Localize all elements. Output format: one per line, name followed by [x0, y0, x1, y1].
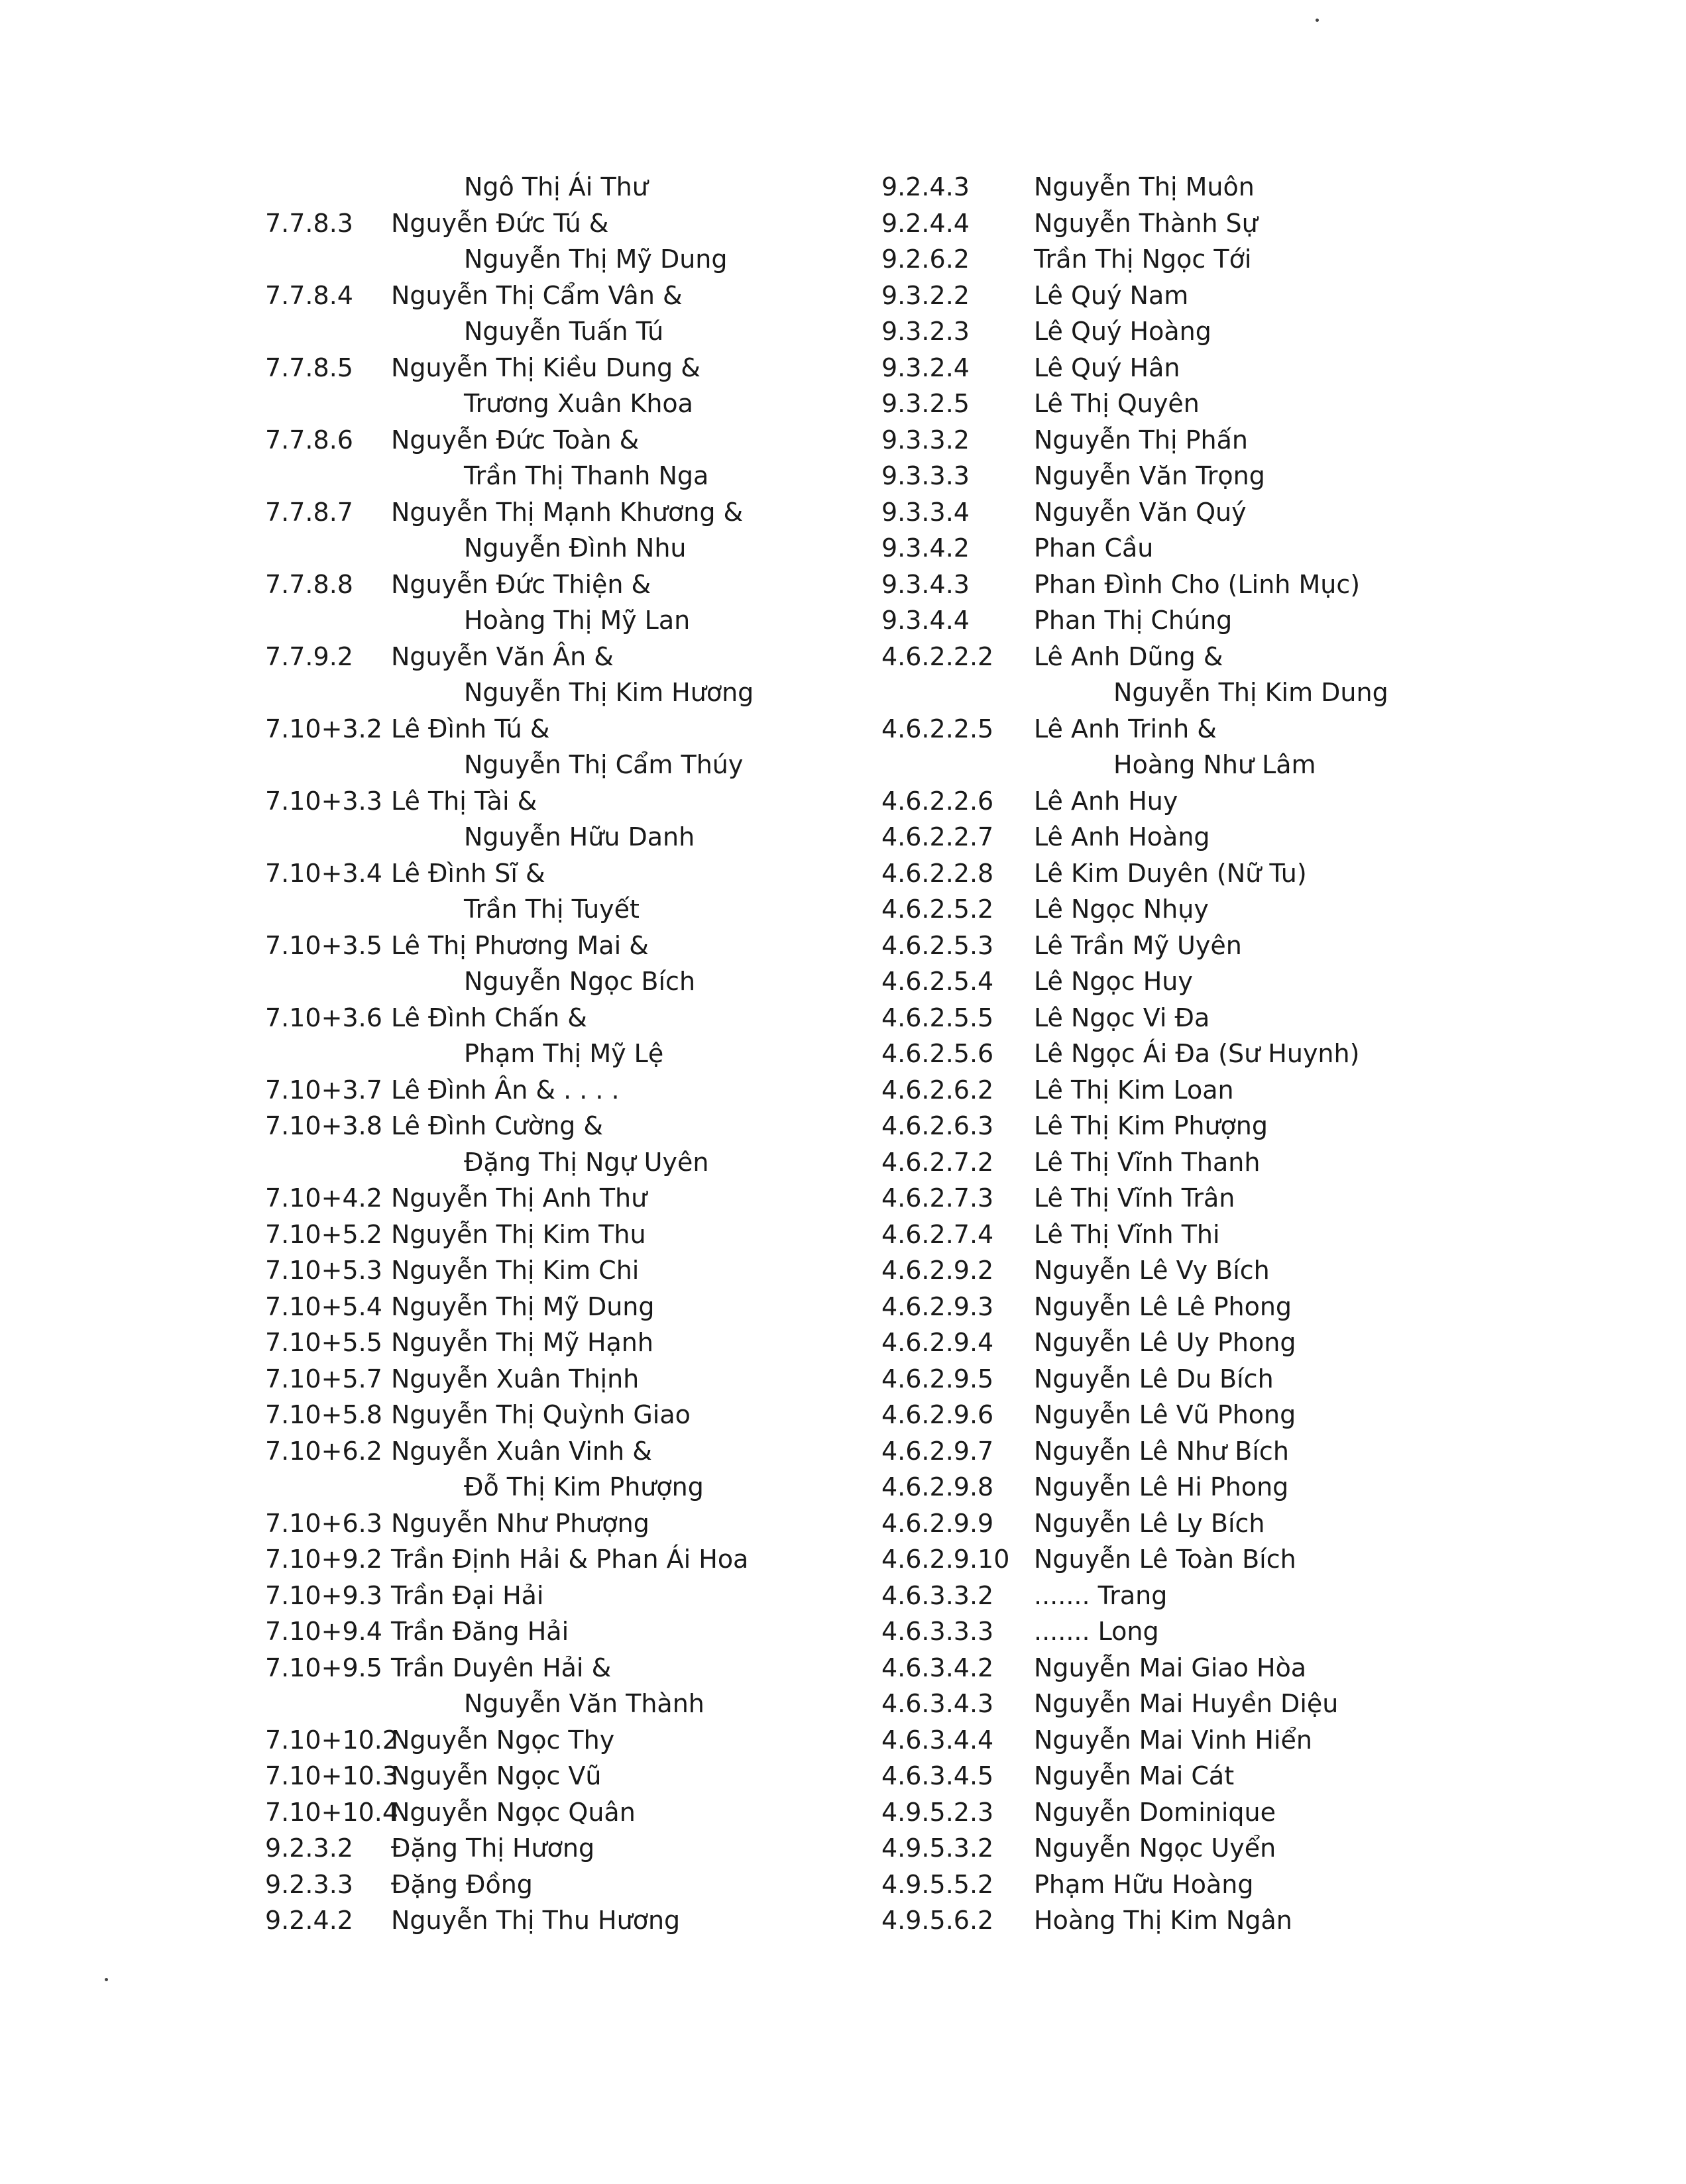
- genealogy-entry: [881, 1072, 1451, 1109]
- genealogy-entry: [265, 1433, 862, 1470]
- person-name: Lê Ngọc Vi Đa: [1034, 1003, 1210, 1032]
- person-name: Đỗ Thị Kim Phượng: [464, 1472, 704, 1502]
- genealogy-entry: [881, 1830, 1451, 1867]
- genealogy-entry: [881, 783, 1451, 820]
- person-name: Trần Thị Tuyết: [464, 895, 640, 924]
- entry-number: 7.10+3.6: [265, 1003, 382, 1032]
- person-name: Trương Xuân Khoa: [464, 389, 693, 418]
- entry-number: 7.7.8.5: [265, 353, 353, 382]
- genealogy-entry: [265, 1758, 862, 1794]
- person-name: Nguyễn Thị Mỹ Dung: [391, 1291, 655, 1321]
- entry-number: 7.10+9.4: [265, 1617, 382, 1646]
- spouse-line: [881, 747, 1451, 783]
- genealogy-entry: [881, 422, 1451, 459]
- genealogy-entry: [881, 1325, 1451, 1361]
- entry-number: 7.7.8.4: [265, 280, 353, 310]
- genealogy-entry: [265, 1000, 862, 1036]
- genealogy-entry: [881, 1108, 1451, 1144]
- person-name: Nguyễn Lê Vy Bích: [1034, 1256, 1270, 1285]
- person-name: Nguyễn Thị Quỳnh Giao: [391, 1400, 691, 1429]
- entry-number: 4.6.2.9.6: [881, 1400, 994, 1429]
- spouse-line: [265, 1469, 862, 1505]
- genealogy-entry: [265, 1541, 862, 1578]
- entry-number: 7.7.8.3: [265, 208, 353, 238]
- person-name: Lê Đình Chấn &: [391, 1003, 587, 1032]
- genealogy-entry: [881, 567, 1451, 603]
- entry-number: 7.10+3.3: [265, 786, 382, 816]
- genealogy-entry: [881, 1541, 1451, 1578]
- genealogy-entry: [881, 1217, 1451, 1253]
- entry-number: 4.6.2.2.2: [881, 641, 994, 671]
- entry-number: 4.6.2.5.4: [881, 967, 994, 996]
- person-name: Nguyễn Lê Như Bích: [1034, 1436, 1289, 1466]
- entry-number: 9.3.2.5: [881, 389, 970, 418]
- person-name: Nguyễn Dominique: [1034, 1797, 1276, 1827]
- person-name: Phan Thị Chúng: [1034, 606, 1233, 635]
- genealogy-entry: [881, 386, 1451, 422]
- person-name: Nguyễn Văn Thành: [464, 1689, 704, 1718]
- person-name: Nguyễn Xuân Thịnh: [391, 1364, 640, 1393]
- person-name: Trần Duyên Hải &: [391, 1653, 612, 1682]
- person-name: Lê Ngọc Ái Đa (Sư Huynh): [1034, 1039, 1360, 1068]
- person-name: Lê Thị Tài &: [391, 786, 537, 816]
- spouse-line: [265, 1686, 862, 1722]
- entry-number: 4.6.3.4.4: [881, 1725, 994, 1755]
- genealogy-entry: [265, 1289, 862, 1325]
- genealogy-entry: [265, 278, 862, 314]
- person-name: Lê Anh Trinh &: [1034, 714, 1217, 743]
- person-name: Lê Quý Hoàng: [1034, 317, 1211, 346]
- genealogy-entry: [881, 1650, 1451, 1686]
- left-column: [265, 169, 862, 1939]
- person-name: Lê Anh Huy: [1034, 786, 1178, 816]
- entry-number: 4.6.2.7.4: [881, 1219, 994, 1249]
- entry-number: 7.10+5.3: [265, 1256, 382, 1285]
- genealogy-entry: [881, 1902, 1451, 1939]
- genealogy-entry: [881, 1289, 1451, 1325]
- person-name: Nguyễn Thị Kiều Dung &: [391, 353, 701, 382]
- person-name: Hoàng Thị Kim Ngân: [1034, 1906, 1292, 1935]
- entry-number: 4.6.2.7.2: [881, 1147, 994, 1177]
- person-name: Lê Thị Phương Mai &: [391, 930, 649, 960]
- entry-number: 7.10+9.2: [265, 1545, 382, 1574]
- genealogy-entry: [265, 639, 862, 675]
- person-name: Nguyễn Đức Thiện &: [391, 569, 651, 599]
- person-name: Lê Kim Duyên (Nữ Tu): [1034, 858, 1307, 888]
- genealogy-entry: [881, 205, 1451, 242]
- person-name: Nguyễn Mai Giao Hòa: [1034, 1653, 1307, 1682]
- person-name: Nguyễn Mai Huyền Diệu: [1034, 1689, 1339, 1718]
- person-name: Nguyễn Thị Thu Hương: [391, 1906, 681, 1935]
- entry-number: 4.6.2.5.3: [881, 930, 994, 960]
- person-name: Nguyễn Thị Kim Dung: [1113, 678, 1388, 707]
- entry-number: 7.7.8.8: [265, 569, 353, 599]
- genealogy-entry: [265, 1505, 862, 1542]
- genealogy-entry: [881, 278, 1451, 314]
- genealogy-entry: [881, 1469, 1451, 1505]
- person-name: Đặng Thị Hương: [391, 1833, 595, 1863]
- entry-number: 7.10+3.5: [265, 930, 382, 960]
- genealogy-entry: [881, 891, 1451, 928]
- person-name: Trần Đăng Hải: [391, 1617, 569, 1646]
- entry-number: 7.10+3.4: [265, 858, 382, 888]
- genealogy-entry: [881, 1144, 1451, 1181]
- person-name: Nguyễn Thị Muôn: [1034, 172, 1255, 201]
- spouse-line: [265, 747, 862, 783]
- spouse-line: [265, 675, 862, 711]
- person-name: Nguyễn Đình Nhu: [464, 533, 687, 563]
- genealogy-entry: [881, 1000, 1451, 1036]
- genealogy-entry: [265, 711, 862, 747]
- person-name: Nguyễn Thành Sự: [1034, 208, 1258, 238]
- entry-number: 9.2.4.3: [881, 172, 970, 201]
- person-name: Lê Đình Cường &: [391, 1111, 603, 1140]
- person-name: Nguyễn Xuân Vinh &: [391, 1436, 652, 1466]
- entry-number: 9.3.3.3: [881, 461, 970, 490]
- person-name: Nguyễn Văn Trọng: [1034, 461, 1265, 490]
- person-name: Nguyễn Lê Toàn Bích: [1034, 1545, 1296, 1574]
- entry-number: 7.7.8.6: [265, 425, 353, 455]
- entry-number: 4.6.2.5.6: [881, 1039, 994, 1068]
- entry-number: 4.6.2.2.8: [881, 858, 994, 888]
- person-name: Nguyễn Thị Kim Hương: [464, 678, 754, 707]
- person-name: Nguyễn Ngọc Vũ: [391, 1761, 602, 1790]
- entry-number: 4.6.3.4.5: [881, 1761, 994, 1790]
- person-name: Lê Thị Kim Phượng: [1034, 1111, 1268, 1140]
- entry-number: 7.10+9.3: [265, 1580, 382, 1610]
- entry-number: 4.9.5.2.3: [881, 1797, 994, 1827]
- entry-number: 4.6.2.5.5: [881, 1003, 994, 1032]
- entry-number: 7.7.8.7: [265, 497, 353, 527]
- genealogy-entry: [881, 1180, 1451, 1217]
- entry-number: 4.6.3.4.3: [881, 1689, 994, 1718]
- person-name: Lê Thị Vĩnh Trân: [1034, 1183, 1235, 1213]
- person-name: Lê Quý Hân: [1034, 353, 1180, 382]
- entry-number: 7.10+4.2: [265, 1183, 382, 1213]
- genealogy-entry: [265, 928, 862, 964]
- person-name: Trần Thị Thanh Nga: [464, 461, 709, 490]
- person-name: Nguyễn Thị Kim Chi: [391, 1256, 640, 1285]
- person-name: ....... Trang: [1034, 1580, 1168, 1610]
- genealogy-entry: [881, 711, 1451, 747]
- genealogy-entry: [881, 819, 1451, 855]
- spouse-line: [265, 1144, 862, 1181]
- entry-number: 7.10+5.5: [265, 1328, 382, 1357]
- genealogy-entry: [881, 1433, 1451, 1470]
- entry-number: 4.6.3.3.2: [881, 1580, 994, 1610]
- entry-number: 4.6.2.9.3: [881, 1291, 994, 1321]
- genealogy-entry: [265, 1578, 862, 1614]
- entry-number: 4.6.3.3.3: [881, 1617, 994, 1646]
- person-name: Trần Đại Hải: [391, 1580, 544, 1610]
- genealogy-entry: [881, 1505, 1451, 1542]
- spouse-line: [265, 386, 862, 422]
- person-name: Lê Trần Mỹ Uyên: [1034, 930, 1242, 960]
- genealogy-entry: [881, 928, 1451, 964]
- entry-number: 7.10+3.7: [265, 1075, 382, 1105]
- entry-number: 9.2.6.2: [881, 245, 970, 274]
- person-name: Nguyễn Lê Uy Phong: [1034, 1328, 1296, 1357]
- entry-number: 9.3.4.3: [881, 569, 970, 599]
- entry-number: 4.6.2.9.8: [881, 1472, 994, 1502]
- entry-number: 9.3.3.2: [881, 425, 970, 455]
- genealogy-entry: [881, 530, 1451, 567]
- entry-number: 4.9.5.5.2: [881, 1869, 994, 1899]
- entry-number: 4.9.5.3.2: [881, 1833, 994, 1863]
- genealogy-entry: [881, 458, 1451, 494]
- genealogy-entry: [881, 639, 1451, 675]
- genealogy-entry: [265, 1613, 862, 1650]
- person-name: Nguyễn Thị Mạnh Khương &: [391, 497, 744, 527]
- person-name: Nguyễn Ngọc Uyển: [1034, 1833, 1276, 1863]
- genealogy-entry: [265, 1794, 862, 1831]
- person-name: Lê Anh Hoàng: [1034, 822, 1210, 851]
- spouse-line: [265, 241, 862, 278]
- entry-number: 9.2.4.4: [881, 208, 970, 238]
- person-name: Nguyễn Thị Kim Thu: [391, 1219, 646, 1249]
- genealogy-entry: [265, 783, 862, 820]
- genealogy-entry: [265, 1252, 862, 1289]
- genealogy-entry: [265, 1072, 862, 1109]
- person-name: Đặng Đồng: [391, 1869, 533, 1899]
- person-name: ....... Long: [1034, 1617, 1159, 1646]
- person-name: Nguyễn Lê Lê Phong: [1034, 1291, 1292, 1321]
- person-name: Nguyễn Mai Cát: [1034, 1761, 1235, 1790]
- person-name: Lê Đình Sĩ &: [391, 858, 545, 888]
- entry-number: 9.2.3.2: [265, 1833, 353, 1863]
- person-name: Hoàng Thị Mỹ Lan: [464, 606, 691, 635]
- spouse-line: [265, 891, 862, 928]
- person-name: Lê Thị Vĩnh Thi: [1034, 1219, 1220, 1249]
- person-name: Nguyễn Lê Vũ Phong: [1034, 1400, 1296, 1429]
- person-name: Nguyễn Thị Mỹ Dung: [464, 245, 728, 274]
- genealogy-entry: [881, 494, 1451, 531]
- person-name: Nguyễn Đức Toàn &: [391, 425, 640, 455]
- person-name: Nguyễn Thị Phấn: [1034, 425, 1248, 455]
- entry-number: 7.7.9.2: [265, 641, 353, 671]
- genealogy-entry: [265, 567, 862, 603]
- entry-number: 7.10+6.3: [265, 1508, 382, 1538]
- person-name: Nguyễn Mai Vinh Hiển: [1034, 1725, 1312, 1755]
- genealogy-entry: [881, 963, 1451, 1000]
- genealogy-entry: [265, 1830, 862, 1867]
- genealogy-entry: [881, 313, 1451, 350]
- person-name: Lê Đình Ân & . . . .: [391, 1075, 620, 1105]
- person-name: Lê Thị Kim Loan: [1034, 1075, 1234, 1105]
- genealogy-entry: [265, 1180, 862, 1217]
- genealogy-entry: [881, 855, 1451, 892]
- person-name: Nguyễn Văn Ân &: [391, 641, 614, 671]
- genealogy-entry: [881, 1252, 1451, 1289]
- entry-number: 4.6.2.5.2: [881, 895, 994, 924]
- person-name: Lê Anh Dũng &: [1034, 641, 1223, 671]
- entry-number: 4.6.2.9.7: [881, 1436, 994, 1466]
- genealogy-entry: [881, 1578, 1451, 1614]
- genealogy-entry: [265, 1217, 862, 1253]
- spouse-line: [265, 963, 862, 1000]
- entry-number: 7.10+9.5: [265, 1653, 382, 1682]
- genealogy-entry: [881, 1758, 1451, 1794]
- genealogy-entry: [265, 1361, 862, 1397]
- entry-number: 4.6.3.4.2: [881, 1653, 994, 1682]
- scan-speck: [1316, 19, 1319, 22]
- person-name: Phạm Hữu Hoàng: [1034, 1869, 1254, 1899]
- spouse-line: [265, 1036, 862, 1072]
- entry-number: 7.10+10.4: [265, 1797, 399, 1827]
- person-name: Nguyễn Thị Mỹ Hạnh: [391, 1328, 653, 1357]
- entry-number: 7.10+5.8: [265, 1400, 382, 1429]
- genealogy-entry: [881, 1036, 1451, 1072]
- genealogy-entry: [881, 602, 1451, 639]
- spouse-line: [265, 819, 862, 855]
- person-name: Nguyễn Ngọc Thy: [391, 1725, 615, 1755]
- entry-number: 4.6.2.2.7: [881, 822, 994, 851]
- person-name: Lê Ngọc Huy: [1034, 967, 1193, 996]
- genealogy-entry: [265, 1397, 862, 1433]
- person-name: Nguyễn Lê Ly Bích: [1034, 1508, 1265, 1538]
- genealogy-entry: [881, 1722, 1451, 1759]
- genealogy-entry: [265, 350, 862, 386]
- entry-number: 4.6.2.9.9: [881, 1508, 994, 1538]
- entry-number: 7.10+5.2: [265, 1219, 382, 1249]
- genealogy-entry: [881, 1361, 1451, 1397]
- genealogy-entry: [265, 855, 862, 892]
- person-name: Nguyễn Lê Du Bích: [1034, 1364, 1274, 1393]
- entry-number: 7.10+3.8: [265, 1111, 382, 1140]
- person-name: Phạm Thị Mỹ Lệ: [464, 1039, 664, 1068]
- entry-number: 7.10+5.7: [265, 1364, 382, 1393]
- entry-number: 7.10+6.2: [265, 1436, 382, 1466]
- genealogy-entry: [265, 1108, 862, 1144]
- person-name: Lê Quý Nam: [1034, 280, 1189, 310]
- entry-number: 4.6.2.7.3: [881, 1183, 994, 1213]
- entry-number: 4.6.2.9.4: [881, 1328, 994, 1357]
- entry-number: 9.3.2.3: [881, 317, 970, 346]
- entry-number: 9.3.4.2: [881, 533, 970, 563]
- entry-number: 7.10+5.4: [265, 1291, 382, 1321]
- entry-number: 7.10+10.2: [265, 1725, 399, 1755]
- genealogy-entry: [265, 205, 862, 242]
- person-name: Lê Thị Quyên: [1034, 389, 1200, 418]
- genealogy-entry: [265, 422, 862, 459]
- person-name: Đặng Thị Ngự Uyên: [464, 1147, 709, 1177]
- entry-number: 9.3.2.4: [881, 353, 970, 382]
- entry-number: 9.3.3.4: [881, 497, 970, 527]
- genealogy-entry: [265, 1867, 862, 1903]
- genealogy-entry: [881, 1686, 1451, 1722]
- person-name: Nguyễn Lê Hi Phong: [1034, 1472, 1289, 1502]
- spouse-line: [265, 313, 862, 350]
- person-name: Nguyễn Hữu Danh: [464, 822, 695, 851]
- entry-number: 4.6.2.2.5: [881, 714, 994, 743]
- entry-number: 7.10+3.2: [265, 714, 382, 743]
- genealogy-entry: [881, 350, 1451, 386]
- spouse-line: [265, 602, 862, 639]
- person-name: Nguyễn Thị Cẩm Thúy: [464, 750, 744, 779]
- genealogy-entry: [881, 1794, 1451, 1831]
- entry-number: 4.6.2.2.6: [881, 786, 994, 816]
- entry-number: 4.6.2.9.10: [881, 1545, 1010, 1574]
- person-name: Lê Đình Tú &: [391, 714, 550, 743]
- genealogy-entry: [881, 241, 1451, 278]
- person-name: Nguyễn Ngọc Bích: [464, 967, 696, 996]
- person-name: Nguyễn Đức Tú &: [391, 208, 609, 238]
- spouse-line: [265, 458, 862, 494]
- genealogy-entry: [881, 1867, 1451, 1903]
- entry-number: 4.9.5.6.2: [881, 1906, 994, 1935]
- genealogy-entry: [265, 1722, 862, 1759]
- person-name: Phan Cầu: [1034, 533, 1154, 563]
- genealogy-entry: [265, 1325, 862, 1361]
- genealogy-entry: [265, 1902, 862, 1939]
- person-name: Ngô Thị Ái Thư: [464, 172, 648, 201]
- person-name: Trần Định Hải & Phan Ái Hoa: [391, 1545, 749, 1574]
- entry-number: 7.10+10.3: [265, 1761, 399, 1790]
- genealogy-entry: [881, 1613, 1451, 1650]
- person-name: Lê Ngọc Nhụy: [1034, 895, 1209, 924]
- scan-speck: [105, 1978, 108, 1981]
- entry-number: 4.6.2.6.3: [881, 1111, 994, 1140]
- person-name: Hoàng Như Lâm: [1113, 750, 1316, 779]
- person-name: Phan Đình Cho (Linh Mục): [1034, 569, 1361, 599]
- entry-number: 4.6.2.6.2: [881, 1075, 994, 1105]
- person-name: Nguyễn Như Phượng: [391, 1508, 649, 1538]
- person-name: Lê Thị Vĩnh Thanh: [1034, 1147, 1261, 1177]
- spouse-line: [265, 530, 862, 567]
- right-column: [881, 169, 1451, 1939]
- person-name: Nguyễn Thị Cẩm Vân &: [391, 280, 683, 310]
- entry-number: 9.3.2.2: [881, 280, 970, 310]
- genealogy-entry: [265, 1650, 862, 1686]
- genealogy-entry: [881, 169, 1451, 205]
- person-name: Nguyễn Tuấn Tú: [464, 317, 664, 346]
- entry-number: 9.3.4.4: [881, 606, 970, 635]
- spouse-line: [265, 169, 862, 205]
- person-name: Nguyễn Ngọc Quân: [391, 1797, 636, 1827]
- entry-number: 9.2.3.3: [265, 1869, 353, 1899]
- person-name: Trần Thị Ngọc Tới: [1034, 245, 1252, 274]
- genealogy-entry: [265, 494, 862, 531]
- entry-number: 9.2.4.2: [265, 1906, 353, 1935]
- person-name: Nguyễn Văn Quý: [1034, 497, 1247, 527]
- spouse-line: [881, 675, 1451, 711]
- genealogy-entry: [881, 1397, 1451, 1433]
- entry-number: 4.6.2.9.2: [881, 1256, 994, 1285]
- person-name: Nguyễn Thị Anh Thư: [391, 1183, 647, 1213]
- entry-number: 4.6.2.9.5: [881, 1364, 994, 1393]
